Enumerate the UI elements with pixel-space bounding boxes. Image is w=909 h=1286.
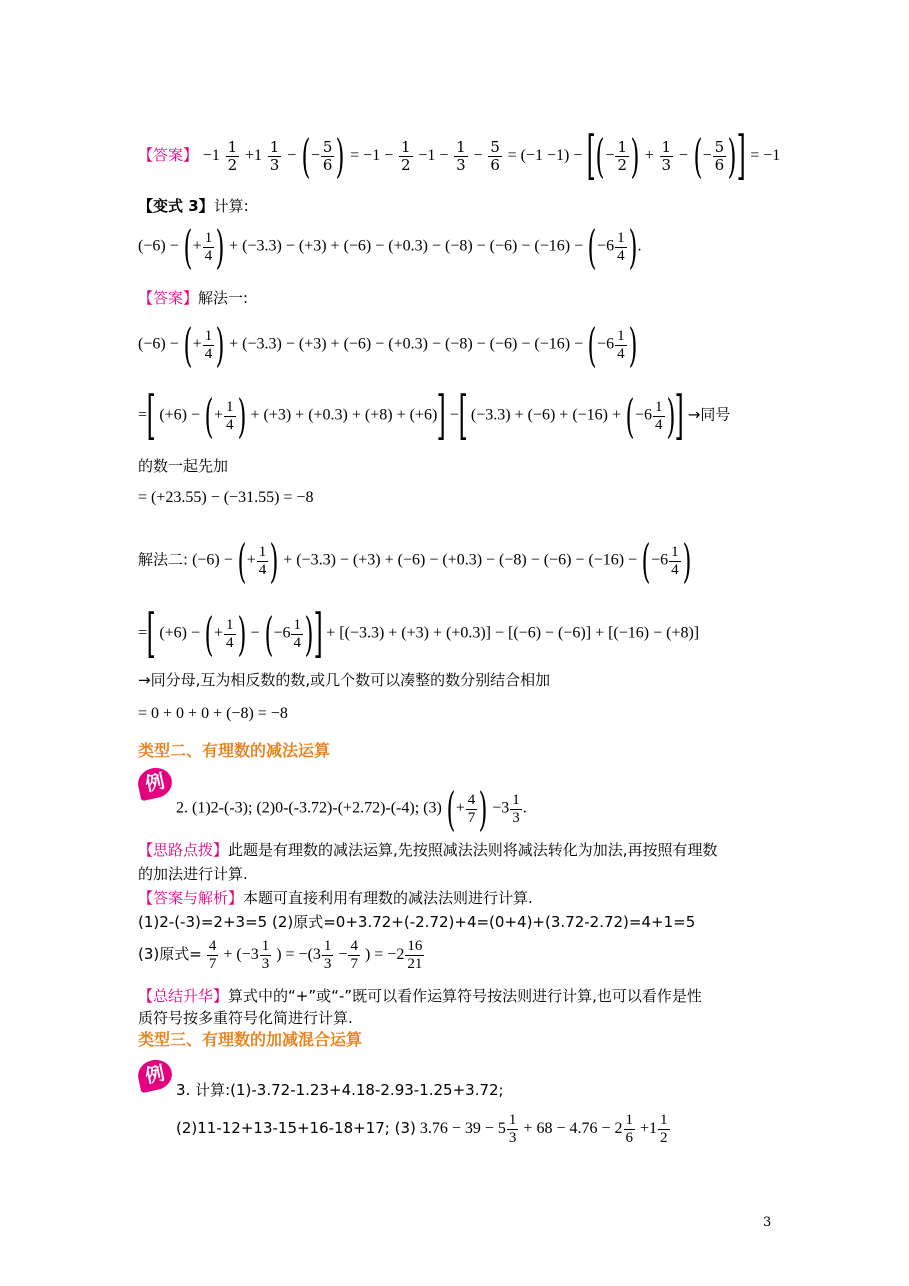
hint-line-2: 的加法进行计算. xyxy=(138,865,248,883)
fraction: $\frac{1}{2}$ xyxy=(227,137,238,174)
summary-line-2: 质符号按多重符号化简进行计算. xyxy=(138,1009,353,1027)
fraction: $\frac{1}{3}$ xyxy=(261,938,270,972)
page-number: 3 xyxy=(763,1215,772,1230)
fraction: $\frac{1}{2}$ xyxy=(401,137,411,174)
example-2: 2. (1)2-(-3); (2)0-(-3.72)-(+2.72)-(-4); (3) (+ $\frac{4}{7}$ ) −3 $\frac{1}{3}$ . xyxy=(176,782,527,836)
fraction: $\frac{1}{4}$ xyxy=(617,327,625,362)
variant-3-heading: 【变式 3】计算: xyxy=(138,197,249,215)
expression-method-2: 解法二: (−6) − (+ $\frac{1}{4}$ ) + (−3.3) − (+3) + (−6) − (+0.3) − (−8) − (−6) − (−16) − (−6 $\frac{1}{4}$ ) xyxy=(138,534,692,588)
note-line: →同分母,互为相反数的数,或几个数可以凑整的数分别结合相加 xyxy=(138,671,551,689)
fraction: $\frac{1}{4}$ xyxy=(617,229,625,264)
fraction: $\frac{4}{7}$ xyxy=(350,938,358,972)
fraction: $\frac{1}{3}$ xyxy=(456,137,466,174)
fraction: $\frac{1}{3}$ xyxy=(269,137,280,174)
expression-2: (−6) − (+ $\frac{1}{4}$ ) + (−3.3) − (+3) + (−6) − (+0.3) − (−8) − (−6) − (−16) − (−6 $\frac{1}{4}$ ) xyxy=(138,318,638,372)
example-badge: 例 xyxy=(135,1057,174,1093)
fraction: $\frac{1}{3}$ xyxy=(323,938,332,972)
solution-3: (3)原式= $\frac{4}{7}$ + (−3 $\frac{1}{3}$ ) = −(3 $\frac{1}{3}$ − $\frac{4}{7}$ ) = −2 $\frac{16}{21}$ xyxy=(138,938,423,972)
fraction: $\frac{1}{4}$ xyxy=(226,398,234,433)
fraction: $\frac{1}{4}$ xyxy=(226,616,234,651)
expression-5: =[ (+6) − (+ $\frac{1}{4}$ ) − (−6 $\frac{1}{4}$ )] + [(−3.3) + (+3) + (+0.3)] − [(−6) − (−6)] + [(−16) − (+8)] xyxy=(138,604,700,664)
fraction: $\frac{1}{4}$ xyxy=(204,327,213,362)
method-1-heading: 【答案】解法一: xyxy=(138,289,249,307)
fraction: $\frac{1}{3}$ xyxy=(512,791,520,826)
hint-line-1: 【思路点拨】此题是有理数的减法运算,先按照减法法则将减法转化为加法,再按照有理数 xyxy=(138,841,718,859)
section-heading-type-2: 类型二、有理数的减法运算 xyxy=(138,741,331,760)
expression-4: = (+23.55) − (−31.55) = −8 xyxy=(138,489,314,506)
summary-line-1: 【总结升华】算式中的“+”或“-”既可以看作运算符号按法则进行计算,也可以看作是性 xyxy=(138,987,702,1005)
fraction: $\frac{1}{2}$ xyxy=(660,1112,668,1146)
continuation-text: 的数一起先加 xyxy=(138,457,229,475)
example-3-line-1: 3. 计算:(1)-3.72-1.23+4.18-2.93-1.25+3.72; xyxy=(176,1081,504,1099)
analysis-line: 【答案与解析】本题可直接利用有理数的减法法则进行计算. xyxy=(138,889,533,907)
fraction: $\frac{5}{6}$ xyxy=(490,137,500,174)
fraction: $\frac{1}{6}$ xyxy=(625,1112,633,1146)
expression-3: =[ (+6) − (+ $\frac{1}{4}$ ) + (+3) + (+0.3) + (+8) + (+6)] −[ (−3.3) + (−6) + (−16) + (−6 $\frac{1}{4}$ )] →同号 xyxy=(138,386,731,446)
fraction: $\frac{1}{4}$ xyxy=(671,543,679,578)
solution-1-2: (1)2-(-3)=2+3=5 (2)原式=0+3.72+(-2.72)+4=(0+4)+(3.72-2.72)=4+1=5 xyxy=(138,913,696,931)
fraction: $\frac{1}{3}$ xyxy=(661,137,672,174)
fraction: $\frac{1}{4}$ xyxy=(204,229,213,264)
fraction: $\frac{16}{21}$ xyxy=(407,938,423,972)
fraction: $\frac{5}{6}$ xyxy=(322,137,333,174)
expression-6: = 0 + 0 + 0 + (−8) = −8 xyxy=(138,705,288,722)
fraction: $\frac{4}{7}$ xyxy=(208,938,217,972)
fraction: $\frac{4}{7}$ xyxy=(467,791,476,826)
fraction: $\frac{1}{4}$ xyxy=(293,616,301,651)
fraction: $\frac{1}{4}$ xyxy=(655,398,663,433)
section-heading-type-3: 类型三、有理数的加减混合运算 xyxy=(138,1030,363,1049)
answer-tag: 【答案】 xyxy=(138,146,199,164)
expression-1: (−6) − (+ $\frac{1}{4}$ ) + (−3.3) − (+3) + (−6) − (+0.3) − (−8) − (−6) − (−16) − (−6 $\frac{1}{4}$ ). xyxy=(138,220,642,274)
example-3-line-2: (2)11-12+13-15+16-18+17; (3) 3.76 − 39 − 5 $\frac{1}{3}$ + 68 − 4.76 − 2 $\frac{1}{6}$ +1 $\frac{1}{2}$ xyxy=(176,1112,668,1146)
example-badge: 例 xyxy=(135,765,174,801)
fraction: $\frac{1}{2}$ xyxy=(617,137,627,174)
answer-line-1: 【答案】 −1 $\frac{1}{2}$ +1 $\frac{1}{3}$ − (− $\frac{5}{6}$ ) = −1 − $\frac{1}{2}$ −1 − $\frac{1}{3}$ − $\frac{5}{6}$ = (−1 −1) − [(− $\frac{1}{2}$ ) + $\frac{1}{3}$ − (− $\frac{5}{6}$ )] = −1 xyxy=(138,126,781,186)
fraction: $\frac{1}{3}$ xyxy=(508,1112,517,1146)
fraction: $\frac{5}{6}$ xyxy=(714,137,725,174)
fraction: $\frac{1}{4}$ xyxy=(258,543,267,578)
